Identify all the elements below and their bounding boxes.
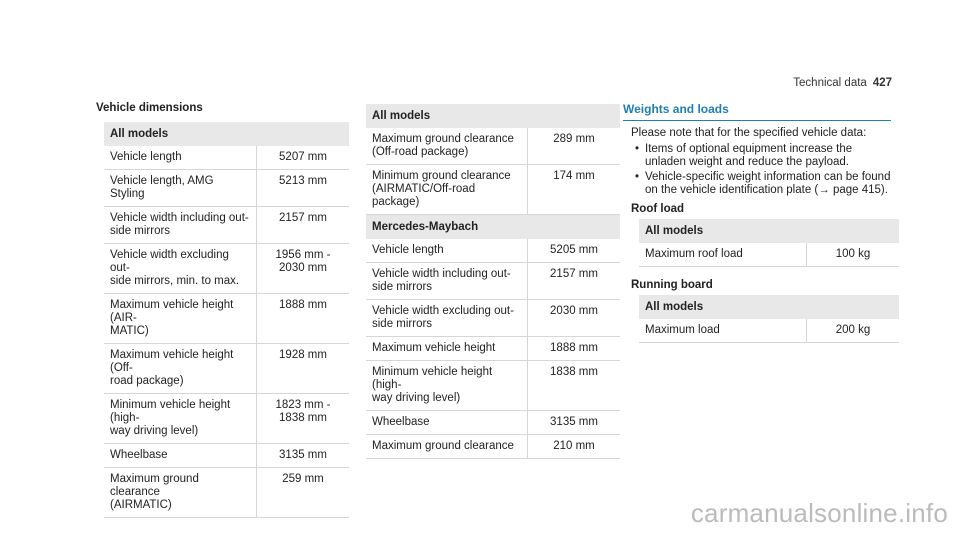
table-row [366, 337, 620, 361]
row-label: Minimum ground clearance (AIRMATIC/Off-road package) [366, 165, 528, 215]
row-value: 289 mm [528, 128, 621, 165]
row-label: Maximum ground clearance (AIRMATIC) [104, 468, 257, 518]
page-header [793, 77, 892, 89]
roof-load-table [639, 219, 899, 267]
row-value: 1928 mm [257, 344, 350, 394]
row-label: Vehicle width including out- side mirrors [366, 263, 528, 300]
row-value: 1888 mm [528, 337, 621, 361]
section-name: Technical data [793, 77, 867, 89]
row-label: Minimum vehicle height (high- way driving level) [104, 394, 257, 444]
row-value: 210 mm [528, 435, 621, 459]
table-row [104, 468, 349, 518]
table-row [104, 170, 349, 207]
running-board-table [639, 295, 899, 343]
running-board-title: Running board [631, 279, 713, 291]
row-value: 200 kg [807, 319, 900, 343]
row-label: Minimum vehicle height (high- way driving level) [366, 361, 528, 411]
table-row [639, 319, 899, 343]
table-row [366, 239, 620, 263]
row-value: 1838 mm [528, 361, 621, 411]
row-label: Vehicle length [366, 239, 528, 263]
row-value: 5213 mm [257, 170, 350, 207]
table-header: All models [639, 295, 899, 319]
roof-load-title: Roof load [631, 203, 685, 215]
list-item: • Vehicle-specific weight information can be found on the vehicle identification plate (→ page 415). [645, 171, 891, 197]
row-label: Maximum vehicle height (Off- road package) [104, 344, 257, 394]
row-label: Maximum roof load [639, 243, 807, 267]
watermark: carmanualsonline.info [690, 498, 948, 528]
row-value: 2030 mm [528, 300, 621, 337]
intro-text: Please note that for the specified vehicle data: [631, 127, 867, 139]
dimensions-table [104, 122, 349, 518]
table-row [104, 394, 349, 444]
row-value: 259 mm [257, 468, 350, 518]
row-value: 1888 mm [257, 294, 350, 344]
row-label: Vehicle width excluding out- side mirrors, min. to max. [104, 244, 257, 294]
row-label: Wheelbase [366, 411, 528, 435]
table-row [366, 361, 620, 411]
table-header: All models [104, 122, 349, 146]
table-row [104, 207, 349, 244]
notes-list [631, 143, 891, 197]
table-row [104, 344, 349, 394]
row-value: 1823 mm - 1838 mm [257, 394, 350, 444]
row-label: Vehicle length, AMG Styling [104, 170, 257, 207]
table-row [366, 300, 620, 337]
table-row [366, 128, 620, 165]
dimensions-table-continued [366, 104, 620, 459]
row-label: Vehicle width including out- side mirrors [104, 207, 257, 244]
row-value: 2157 mm [257, 207, 350, 244]
row-label: Maximum ground clearance (Off-road package) [366, 128, 528, 165]
row-value: 2157 mm [528, 263, 621, 300]
table-row [639, 243, 899, 267]
row-label: Wheelbase [104, 444, 257, 468]
section-title: Weights and loads [623, 102, 891, 121]
weights-loads-column [623, 102, 891, 343]
table-row [366, 263, 620, 300]
table-row [104, 244, 349, 294]
row-value: 1956 mm - 2030 mm [257, 244, 350, 294]
list-item: • Items of optional equipment increase the unladen weight and reduce the payload. [645, 143, 891, 169]
table-header: All models [366, 104, 620, 128]
row-label: Vehicle width excluding out- side mirrors [366, 300, 528, 337]
row-label: Maximum vehicle height [366, 337, 528, 361]
row-value: 100 kg [807, 243, 900, 267]
table-row [104, 294, 349, 344]
row-value: 3135 mm [528, 411, 621, 435]
row-value: 3135 mm [257, 444, 350, 468]
vehicle-dimensions-column [96, 102, 349, 518]
table-row [366, 411, 620, 435]
section-title: Vehicle dimensions [96, 102, 203, 114]
table-row [366, 435, 620, 459]
row-value: 5205 mm [528, 239, 621, 263]
table-row [366, 165, 620, 215]
table-row [104, 444, 349, 468]
row-value: 5207 mm [257, 146, 350, 170]
table-header: All models [639, 219, 899, 243]
page-number: 427 [872, 77, 892, 89]
row-value: 174 mm [528, 165, 621, 215]
table-row [104, 146, 349, 170]
row-label: Maximum ground clearance [366, 435, 528, 459]
row-label: Maximum vehicle height (AIR- MATIC) [104, 294, 257, 344]
dimensions-continued-column [366, 104, 620, 459]
row-label: Vehicle length [104, 146, 257, 170]
maybach-subheader: Mercedes-Maybach [366, 215, 620, 240]
row-label: Maximum load [639, 319, 807, 343]
